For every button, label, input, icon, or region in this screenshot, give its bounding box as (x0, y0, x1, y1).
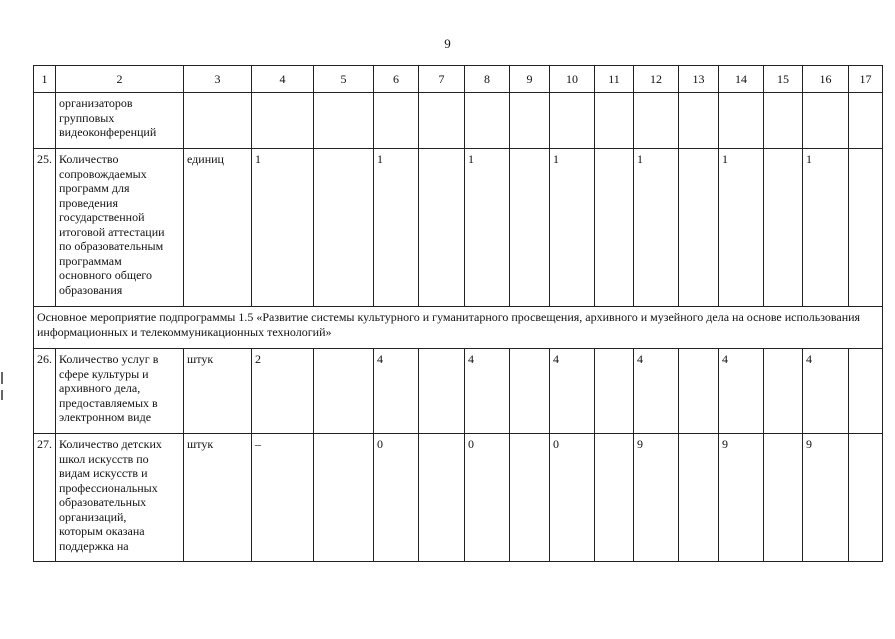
column-number: 8 (465, 66, 510, 93)
value-cell (314, 434, 374, 562)
value-cell: 4 (803, 349, 849, 434)
value-cell (510, 349, 550, 434)
row-number: 26. (34, 349, 56, 434)
value-cell (764, 149, 803, 307)
indicator-name: организаторов групповых видеоконференций (56, 93, 184, 149)
value-cell (764, 434, 803, 562)
continued-row (34, 93, 883, 149)
value-cell: 1 (550, 149, 595, 307)
value-cell (314, 149, 374, 307)
column-number: 14 (719, 66, 764, 93)
value-cell: 4 (374, 349, 419, 434)
indicator-name: Количество детских школ искусств по видам искусств и профессиональных образовательных организаций, которым оказана поддержка на (56, 434, 184, 562)
margin-mark (1, 390, 3, 400)
value-cell: 0 (465, 434, 510, 562)
column-number: 15 (764, 66, 803, 93)
value-cell (679, 149, 719, 307)
value-cell (184, 93, 252, 149)
value-cell: 4 (465, 349, 510, 434)
value-cell (595, 93, 634, 149)
column-number: 2 (56, 66, 184, 93)
row-number (34, 93, 56, 149)
value-cell: 9 (803, 434, 849, 562)
value-cell (314, 93, 374, 149)
page-number: 9 (444, 36, 451, 51)
value-cell (849, 349, 883, 434)
column-number: 7 (419, 66, 465, 93)
row-number: 27. (34, 434, 56, 562)
value-cell: 0 (550, 434, 595, 562)
table-row (34, 349, 883, 434)
value-cell: 1 (252, 149, 314, 307)
indicators-table (33, 65, 883, 562)
value-cell (465, 93, 510, 149)
value-cell: 1 (634, 149, 679, 307)
value-cell: 4 (719, 349, 764, 434)
table-row (34, 434, 883, 562)
value-cell: 4 (550, 349, 595, 434)
value-cell (419, 434, 465, 562)
value-cell (550, 93, 595, 149)
value-cell (764, 93, 803, 149)
value-cell (634, 93, 679, 149)
indicator-name: Количество услуг в сфере культуры и архивного дела, предоставляемых в электронном виде (56, 349, 184, 434)
column-number: 13 (679, 66, 719, 93)
value-cell (679, 349, 719, 434)
table-row (34, 149, 883, 307)
section-row (34, 307, 883, 349)
value-cell (374, 93, 419, 149)
indicator-name: Количество сопровождаемых программ для проведения государственной итоговой аттестации по образовательным программам основного общего образования (56, 149, 184, 307)
value-cell (595, 349, 634, 434)
margin-mark (1, 372, 3, 384)
column-number: 11 (595, 66, 634, 93)
value-cell (679, 434, 719, 562)
value-cell: 0 (374, 434, 419, 562)
value-cell (419, 349, 465, 434)
value-cell: 1 (719, 149, 764, 307)
row-number: 25. (34, 149, 56, 307)
column-number: 3 (184, 66, 252, 93)
value-cell: 9 (719, 434, 764, 562)
unit-cell: единиц (184, 149, 252, 307)
value-cell (314, 349, 374, 434)
column-number: 5 (314, 66, 374, 93)
section-title: Основное мероприятие подпрограммы 1.5 «Развитие системы культурного и гуманитарного просвещения, архивного и музейного дела на основе использования информационных и телекоммуникационных технологий» (34, 307, 883, 349)
column-number: 12 (634, 66, 679, 93)
column-number: 4 (252, 66, 314, 93)
value-cell (595, 149, 634, 307)
value-cell (849, 434, 883, 562)
column-number: 6 (374, 66, 419, 93)
value-cell (510, 434, 550, 562)
value-cell (849, 93, 883, 149)
value-cell: 9 (634, 434, 679, 562)
value-cell (803, 93, 849, 149)
column-number: 10 (550, 66, 595, 93)
column-number: 9 (510, 66, 550, 93)
value-cell: – (252, 434, 314, 562)
column-number: 1 (34, 66, 56, 93)
value-cell (252, 93, 314, 149)
unit-cell: штук (184, 349, 252, 434)
unit-cell: штук (184, 434, 252, 562)
value-cell (764, 349, 803, 434)
value-cell (595, 434, 634, 562)
value-cell (419, 93, 465, 149)
value-cell: 2 (252, 349, 314, 434)
value-cell (510, 93, 550, 149)
column-number: 16 (803, 66, 849, 93)
column-number: 17 (849, 66, 883, 93)
value-cell (679, 93, 719, 149)
value-cell (849, 149, 883, 307)
value-cell: 1 (803, 149, 849, 307)
column-number-row (34, 66, 883, 93)
value-cell (719, 93, 764, 149)
value-cell (510, 149, 550, 307)
value-cell (419, 149, 465, 307)
value-cell: 4 (634, 349, 679, 434)
value-cell: 1 (374, 149, 419, 307)
value-cell: 1 (465, 149, 510, 307)
